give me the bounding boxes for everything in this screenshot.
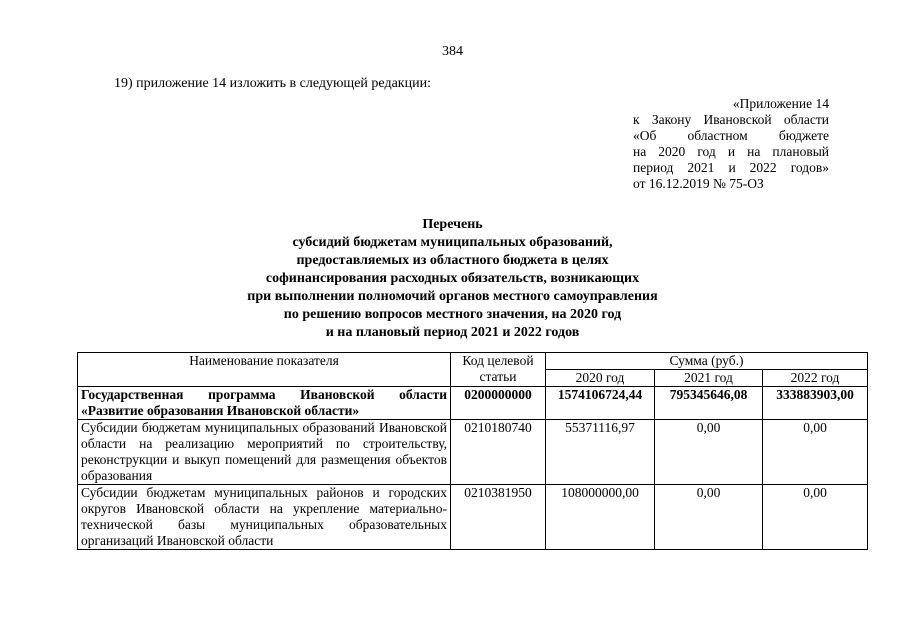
appendix-line: «Об областном бюджете <box>633 128 829 143</box>
title-line: предоставляемых из областного бюджета в целях <box>296 253 609 268</box>
table-header-row <box>78 353 868 370</box>
row-name: Субсидии бюджетам муниципальных образований Ивановской области на реализацию мероприятий по строительству, реконструкции и выкуп помещений для размещения объектов образования <box>78 420 451 485</box>
subsidies-table <box>77 352 868 550</box>
header-name: Наименование показателя <box>78 353 451 387</box>
title-line: Перечень <box>422 217 483 232</box>
appendix-line: период 2021 и 2022 годов» <box>633 160 829 175</box>
appendix-line: «Приложение 14 <box>732 96 829 111</box>
title-line: софинансирования расходных обязательств, возникающих <box>265 271 640 286</box>
row-value-2021: 0,00 <box>655 485 763 550</box>
document-title <box>0 216 905 342</box>
header-year-2021: 2021 год <box>655 370 763 387</box>
header-code: Код целевой статьи <box>451 353 546 387</box>
header-sum: Сумма (руб.) <box>546 353 868 370</box>
row-name: Государственная программа Ивановской области «Развитие образования Ивановской области» <box>78 387 451 420</box>
page-number: 384 <box>442 44 463 59</box>
amendment-intro: 19) приложение 14 изложить в следующей редакции: <box>114 76 431 91</box>
table-row <box>78 485 868 550</box>
row-value-2020: 108000000,00 <box>546 485 655 550</box>
appendix-line: к Закону Ивановской области <box>633 112 829 127</box>
row-value-2020: 55371116,97 <box>546 420 655 485</box>
row-code: 0210180740 <box>451 420 546 485</box>
row-value-2022: 0,00 <box>763 485 868 550</box>
appendix-line: на 2020 год и на плановый <box>633 144 829 159</box>
header-year-2022: 2022 год <box>763 370 868 387</box>
row-code: 0210381950 <box>451 485 546 550</box>
appendix-line: от 16.12.2019 № 75-ОЗ <box>633 176 764 191</box>
title-line: по решению вопросов местного значения, на 2020 год <box>283 307 622 322</box>
row-code: 0200000000 <box>451 387 546 420</box>
title-line: и на плановый период 2021 и 2022 годов <box>325 325 580 340</box>
row-name: Субсидии бюджетам муниципальных районов и городских округов Ивановской области на укрепление материально-технической базы муниципальных образовательных организаций Ивановской области <box>78 485 451 550</box>
table-row <box>78 387 868 420</box>
title-line: субсидий бюджетам муниципальных образований, <box>292 235 613 250</box>
row-value-2022: 0,00 <box>763 420 868 485</box>
row-value-2021: 0,00 <box>655 420 763 485</box>
title-line: при выполнении полномочий органов местного самоуправления <box>247 289 658 304</box>
table-row <box>78 420 868 485</box>
appendix-reference <box>633 96 829 192</box>
row-value-2022: 333883903,00 <box>763 387 868 420</box>
row-value-2020: 1574106724,44 <box>546 387 655 420</box>
header-year-2020: 2020 год <box>546 370 655 387</box>
row-value-2021: 795345646,08 <box>655 387 763 420</box>
